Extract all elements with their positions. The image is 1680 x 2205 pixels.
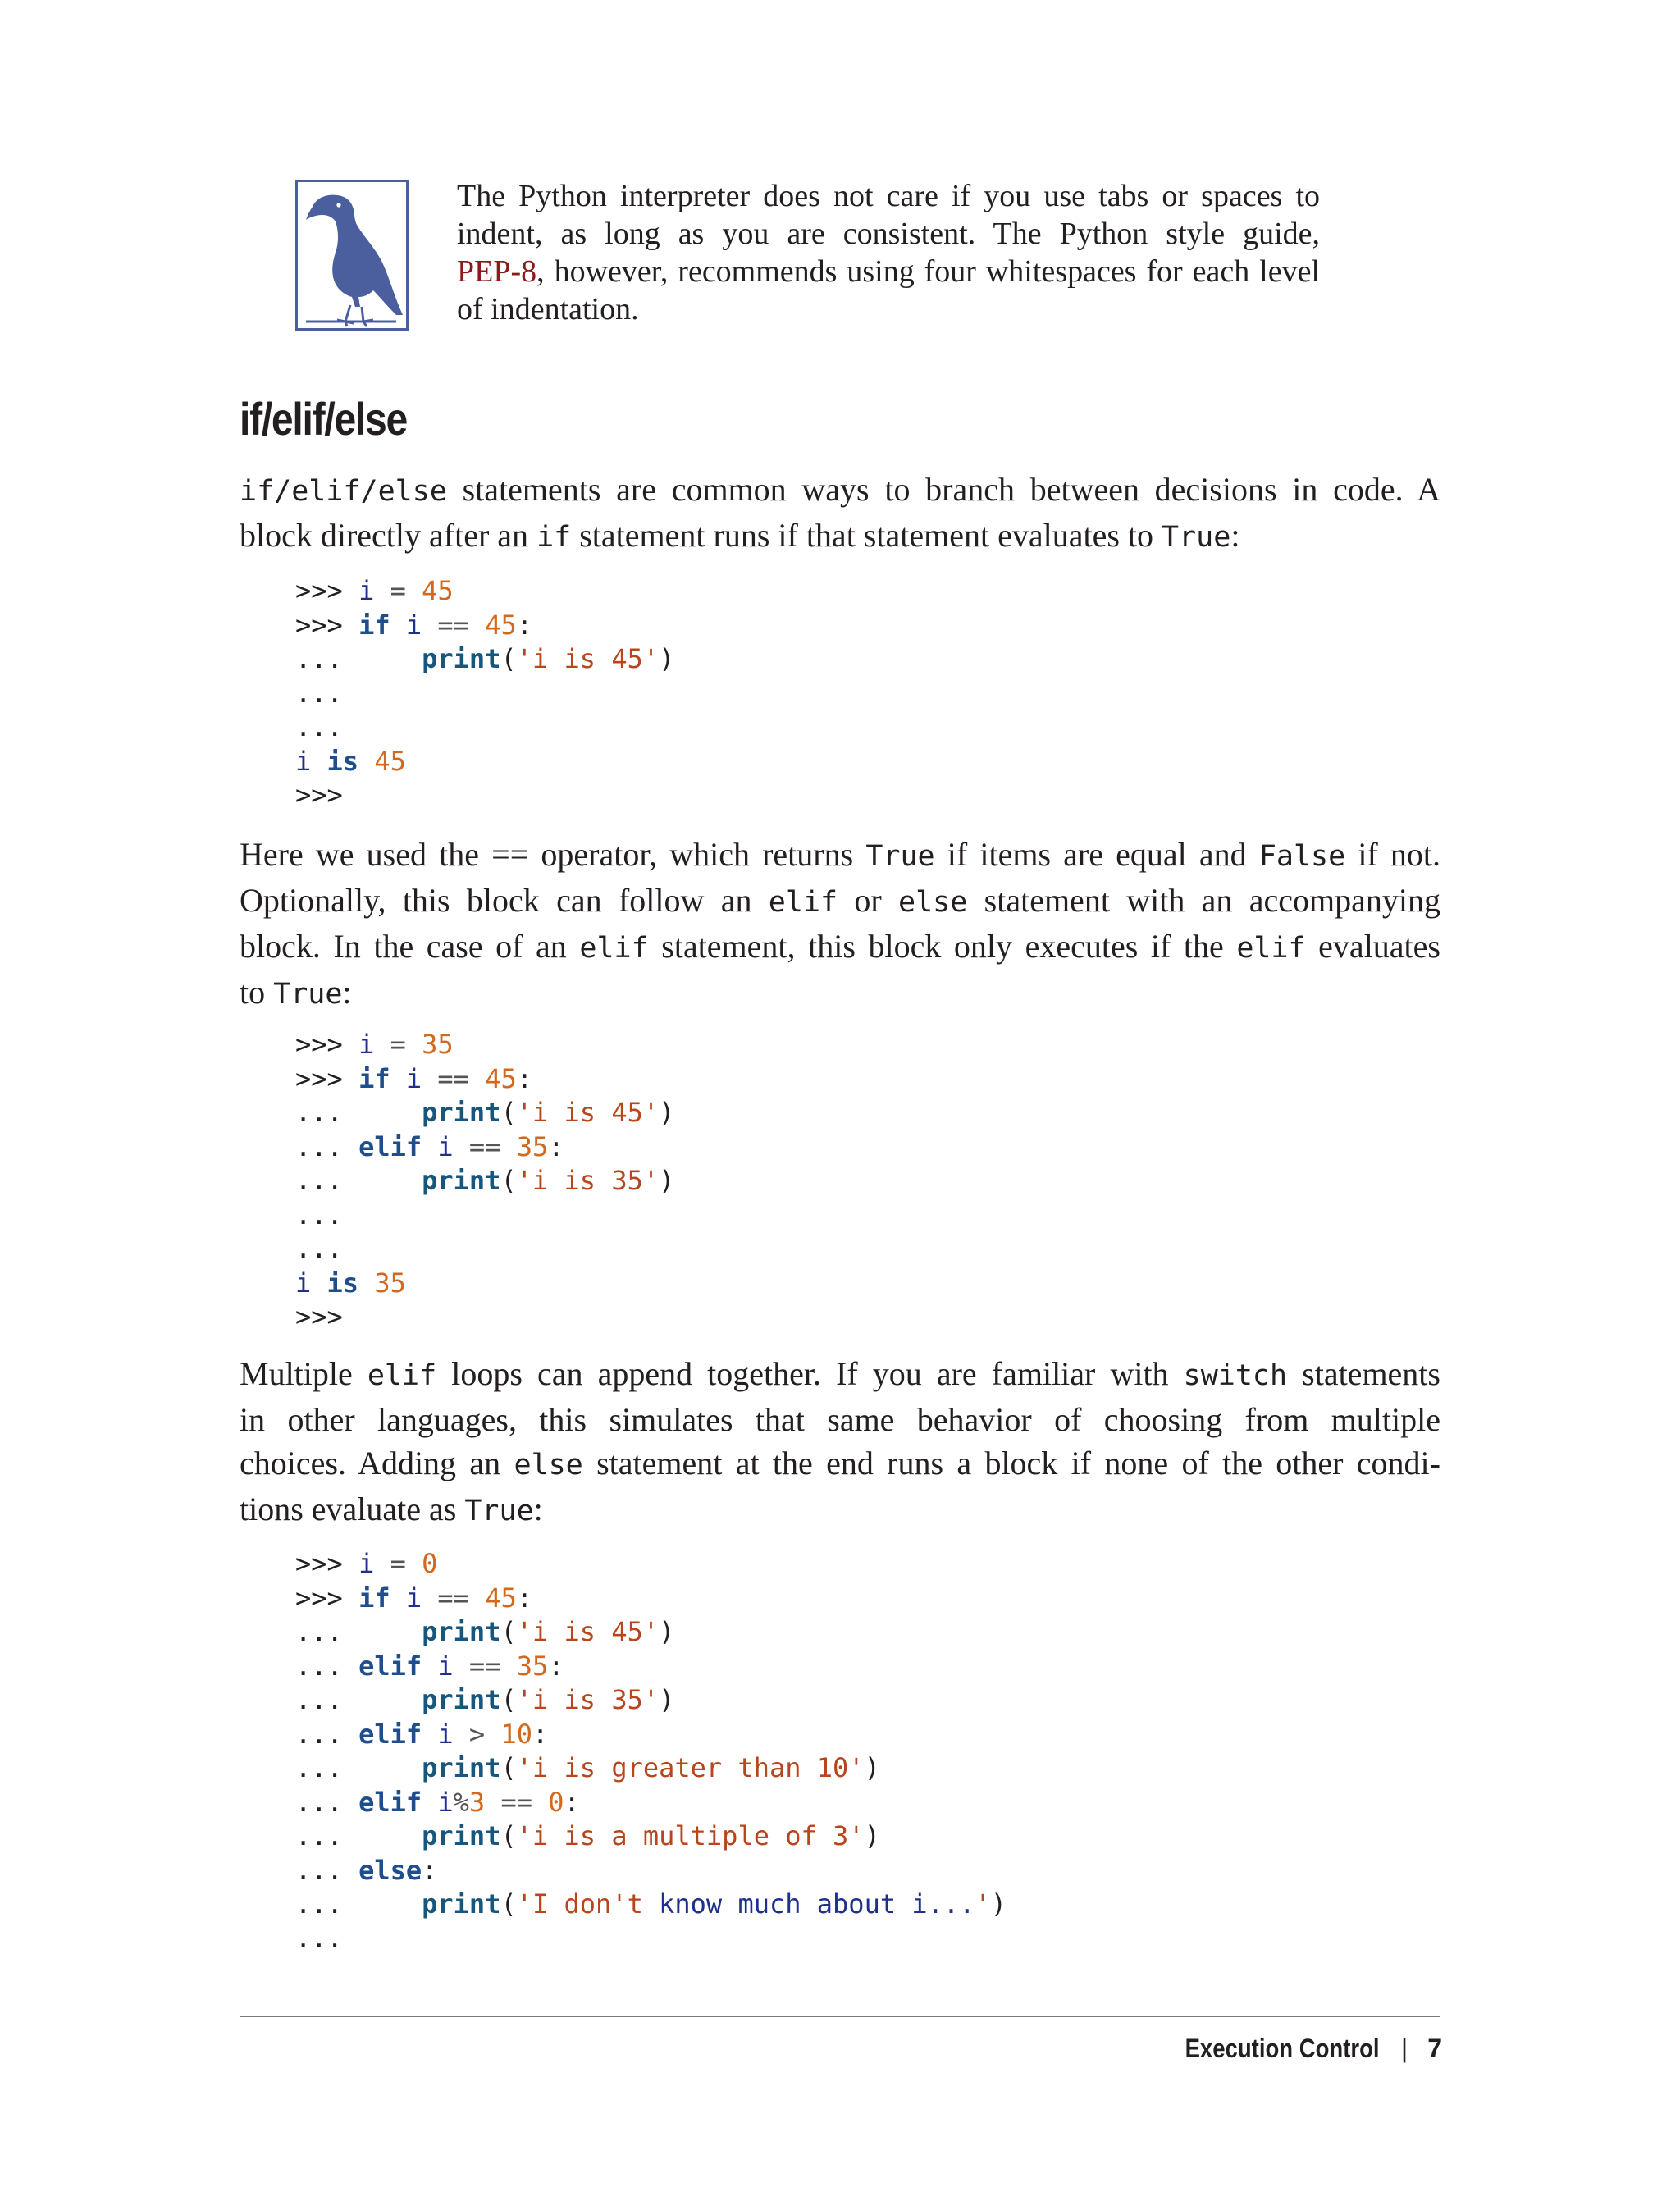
code-token: i [358,575,375,606]
code-line [295,1198,674,1233]
code-line [295,1028,674,1062]
paragraph-text: block. In the case of an [240,928,580,965]
code-token: : [532,1718,549,1750]
code-line [295,778,674,813]
paragraph-2-line-4 [240,970,1440,1016]
code-token: ) [659,1684,675,1715]
code-token: 35 [422,1029,454,1060]
code-token: == [422,1582,486,1614]
section-heading: if/elif/else [240,393,408,445]
code-token: ) [990,1888,1007,1920]
paragraph-2-line-2 [240,879,1440,924]
code-token: is [326,1267,359,1299]
paragraph-text: tions evaluate as [240,1491,465,1527]
code-line [295,1683,1007,1718]
code-token: 45 [485,609,517,641]
code-line [295,1164,674,1198]
paragraph-text: or [838,882,899,919]
code-token: 3 [468,1786,486,1818]
paragraph-3 [240,1352,1440,1533]
crow-icon [295,180,409,331]
code-token: elif [358,1650,422,1682]
code-token: ... [295,1922,343,1954]
code-token: >>> [295,575,359,606]
code-token: print [422,1165,501,1196]
code-token: if [358,1582,390,1614]
paragraph-1-line-2 [240,514,1440,559]
inline-code: if [536,521,572,554]
code-token: i [405,1062,422,1094]
code-line [295,1786,1007,1820]
paragraph-text: Optionally, this block can follow an [240,882,769,919]
code-token: ... [295,1684,422,1715]
code-token: ... [295,1097,422,1128]
code-token: >>> [295,609,359,641]
paragraph-text: statement, this block only executes if the [648,928,1237,965]
code-token: 'i is 35' [516,1684,660,1715]
code-token: ... [295,677,343,709]
code-token: ... [295,1233,343,1264]
footer-chapter-title: Execution Control [1185,2034,1380,2063]
paragraph-3-line-1 [240,1352,1440,1398]
code-token: know much about i... [659,1888,975,1920]
inline-code: elif [579,932,649,965]
code-token: print [422,1616,501,1647]
paragraph-text: statements [1287,1355,1440,1392]
code-token: >>> [295,1029,359,1060]
paragraph-text: : [1230,517,1240,554]
code-token: 'i is 45' [516,643,660,674]
crow-illustration [298,182,406,328]
code-token: i [358,1548,375,1579]
inline-code: elif [768,886,838,919]
code-token: ... [295,1165,422,1196]
paragraph-3-line-3 [240,1441,1440,1487]
code-token: 10 [500,1718,532,1750]
inline-code: if/elif/else [240,475,447,508]
code-token [358,746,374,777]
code-token: 'i is 45' [516,1097,660,1128]
footer-divider [240,2016,1440,2017]
code-token: ) [659,1616,675,1647]
code-token [311,746,326,777]
code-token: ) [659,643,675,674]
note-text [457,177,1320,328]
inline-code: switch [1183,1359,1288,1392]
code-token: ( [500,1888,517,1920]
code-token: == [422,609,486,641]
code-token: i [295,1267,312,1299]
inline-code: True [1162,521,1231,554]
code-token: if [358,609,390,641]
code-token: ... [295,711,343,742]
paragraph-text: loops can append together. If you are familiar with [436,1355,1184,1392]
paragraph-text: Here we used the == operator, which returns [240,836,866,873]
code-line [295,1096,674,1130]
code-token: ( [500,1820,517,1851]
code-token: ( [500,1165,517,1196]
code-token: if [358,1062,390,1094]
code-token: 35 [516,1650,549,1682]
paragraph-text: Multiple [240,1355,368,1392]
code-block-2 [295,1028,674,1335]
code-token: 45 [422,575,454,606]
code-token: else [358,1854,422,1886]
code-token: 'i is 45' [516,1616,660,1647]
code-token: print [422,1097,501,1128]
code-token [422,1719,437,1750]
code-line [295,1547,1007,1582]
paragraph-3-line-2: in other languages, this simulates that same behavior of choosing from multiple [240,1401,1440,1438]
code-token: ... [295,1198,343,1230]
paragraph-text: statement at the end runs a block if none of the other condi- [582,1445,1440,1481]
code-token [358,1267,374,1299]
code-token: >>> [295,779,343,810]
paragraph-1-line-1 [240,468,1440,514]
code-token: print [422,1820,501,1851]
code-token: elif [358,1130,422,1162]
paragraph-text: statement with an accompanying [967,882,1440,919]
code-token [390,1582,406,1614]
inline-code: True [273,978,343,1011]
code-line [295,1718,1007,1752]
code-token: ... [295,1130,359,1162]
code-token [311,1267,326,1299]
code-line [295,1582,1007,1616]
code-token [422,1787,437,1818]
code-token [422,1131,437,1162]
code-token: = [374,575,422,606]
code-line [295,1751,1007,1786]
code-line [295,745,674,779]
code-token: 45 [485,1582,517,1614]
code-token [422,1650,437,1682]
code-token: 'I don't [516,1888,660,1920]
code-token: print [422,1888,501,1920]
code-token: : [564,1786,580,1818]
code-token: 'i is 35' [516,1165,660,1196]
code-token: 'i is greater than 10' [516,1752,865,1783]
code-token: 35 [516,1130,549,1162]
code-token: == [453,1650,517,1682]
code-token: ... [295,643,422,674]
note-line-1: The Python interpreter does not care if you use tabs or spaces to [457,179,1320,213]
code-token: : [516,1062,532,1094]
code-token: ... [295,1888,422,1920]
inline-code: True [865,840,935,873]
code-token: ... [295,1616,422,1647]
paragraph-text: block directly after an [240,517,537,554]
code-token: print [422,1684,501,1715]
paragraph-2 [240,833,1440,1016]
code-token: 35 [374,1267,406,1299]
paragraph-3-line-4 [240,1487,1440,1533]
note-line-3-rest: , however, recommends using four whitespaces for each level [536,254,1320,289]
paragraph-text: choices. Adding an [240,1445,514,1481]
code-token: >>> [295,1582,359,1614]
paragraph-text: if not. [1345,836,1441,873]
code-token [390,1063,406,1094]
code-line [295,609,674,643]
note-line-4: of indentation. [457,292,639,326]
code-line [295,642,674,677]
code-token: i [405,1582,422,1614]
code-token: 0 [422,1548,438,1579]
note-block [295,177,1321,341]
paragraph-text: statement runs if that statement evaluates to [571,517,1162,554]
code-line [295,1267,674,1301]
inline-code: True [464,1495,534,1527]
code-token: ( [500,1616,517,1647]
code-line [295,1922,1007,1956]
footer-separator: | [1400,2034,1408,2063]
code-token: ) [659,1165,675,1196]
code-token: : [548,1130,564,1162]
paragraph-text: if items are equal and [934,836,1259,873]
code-block-1 [295,574,674,813]
inline-code: else [898,886,968,919]
page-number: 7 [1427,2034,1442,2063]
code-token: ... [295,1786,359,1818]
code-token: ( [500,1097,517,1128]
inline-code: False [1258,840,1346,873]
code-token: ' [975,1888,991,1920]
code-line [295,574,674,609]
code-token: i [405,609,422,641]
code-token: i [437,1718,454,1750]
page-footer [1153,2028,1442,2069]
code-token: is [326,745,359,777]
code-token: elif [358,1718,422,1750]
code-line [295,1888,1007,1922]
inline-code: elif [367,1359,437,1392]
code-line [295,1232,674,1267]
paragraph-text: evaluates [1305,928,1440,965]
code-token: == [485,1786,549,1818]
code-token: ... [295,1752,422,1783]
pep8-link[interactable]: PEP-8 [457,254,537,289]
code-token: ... [295,1718,359,1750]
code-line [295,1062,674,1097]
code-token: 0 [548,1786,564,1818]
code-token: i [437,1786,454,1818]
inline-code: elif [1236,932,1306,965]
code-block-3 [295,1547,1007,1956]
code-token: == [422,1062,486,1094]
code-token: print [422,643,501,674]
code-token: >>> [295,1301,343,1332]
paragraph-2-line-1 [240,833,1440,879]
code-token: ... [295,1820,422,1851]
code-token: elif [358,1786,422,1818]
code-token: i [295,745,312,777]
code-token: : [516,609,532,641]
note-line-3 [457,253,1320,290]
code-token: : [516,1582,532,1614]
code-token: 45 [485,1062,517,1094]
note-line-2: indent, as long as you are consistent. The Python style guide, [457,217,1320,251]
code-token: : [548,1650,564,1682]
code-token: ( [500,1752,517,1783]
code-token: ( [500,643,517,674]
code-line [295,677,674,711]
code-token: i [358,1029,375,1060]
code-line [295,1819,1007,1854]
code-token [390,609,406,641]
code-token: % [453,1786,469,1818]
code-line [295,1854,1007,1888]
paragraph-1 [240,468,1440,559]
code-token: ( [500,1684,517,1715]
code-token: : [422,1854,438,1886]
code-token: >>> [295,1062,359,1094]
paragraph-text: : [342,974,352,1011]
code-token: ) [864,1752,880,1783]
code-token: 45 [374,745,406,777]
code-token: == [453,1130,517,1162]
code-line [295,710,674,745]
code-token: ) [659,1097,675,1128]
code-token: i [437,1130,454,1162]
code-token: ... [295,1650,359,1682]
code-token: = [374,1029,422,1060]
code-line [295,1130,674,1165]
code-token: >>> [295,1548,359,1579]
code-token: 'i is a multiple of 3' [516,1820,865,1851]
code-token: = [374,1548,422,1579]
code-line [295,1615,1007,1650]
code-token: > [453,1718,501,1750]
paragraph-text: statements are common ways to branch between decisions in code. A [446,471,1440,508]
code-token: print [422,1752,501,1783]
inline-code: else [514,1449,583,1481]
paragraph-2-line-3 [240,924,1440,970]
code-line [295,1300,674,1335]
code-token: ... [295,1854,359,1886]
code-token: ) [864,1820,880,1851]
code-token: i [437,1650,454,1682]
paragraph-text: to [240,974,274,1011]
paragraph-text: : [533,1491,543,1527]
code-line [295,1650,1007,1684]
